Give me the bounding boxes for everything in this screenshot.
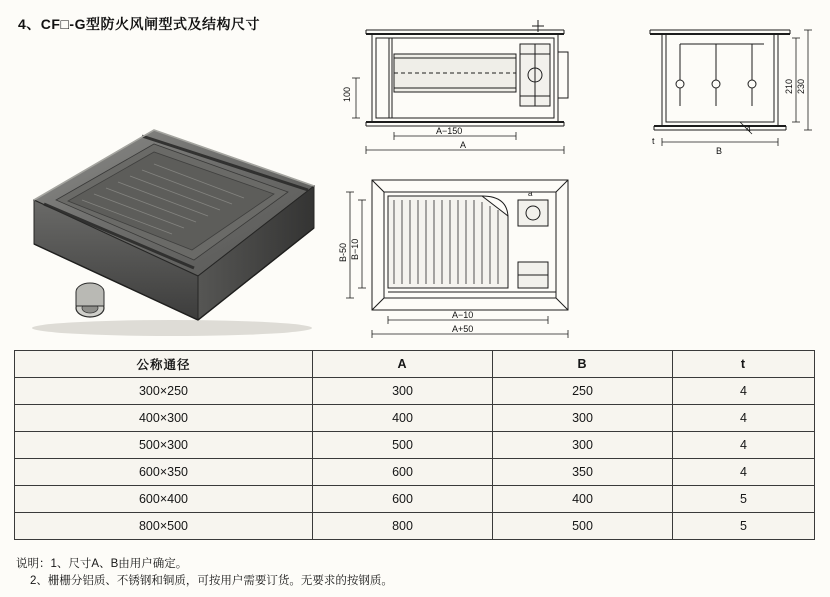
cell-a: 400 xyxy=(313,405,493,432)
table-row xyxy=(15,432,815,459)
dim-b: B xyxy=(716,146,723,156)
cell-a: 600 xyxy=(313,459,493,486)
table-header-row xyxy=(15,351,815,378)
dim-a: A xyxy=(460,140,467,150)
dim-210: 210 xyxy=(784,78,794,94)
notes-block xyxy=(16,556,816,590)
table-header-nominal: 公称通径 xyxy=(15,351,313,378)
note-line-1: 说明：1、尺寸A、B由用户确定。 xyxy=(16,558,188,570)
table-header-t: t xyxy=(673,351,815,378)
cell-b: 350 xyxy=(493,459,673,486)
cell-b: 300 xyxy=(493,405,673,432)
dim-a-plus-50: A+50 xyxy=(452,324,474,334)
spec-table xyxy=(14,350,815,540)
dim-a-small: a xyxy=(528,189,533,198)
dim-a-150: A−150 xyxy=(436,126,463,136)
cell-nominal: 600×350 xyxy=(15,459,313,486)
spec-table-wrapper xyxy=(14,350,814,540)
figure-section xyxy=(640,18,820,158)
cell-nominal: 400×300 xyxy=(15,405,313,432)
dim-b-50: B-50 xyxy=(338,242,348,262)
cell-nominal: 600×400 xyxy=(15,486,313,513)
dim-100: 100 xyxy=(342,86,352,102)
cell-b: 500 xyxy=(493,513,673,540)
table-header-b: B xyxy=(493,351,673,378)
cell-b: 400 xyxy=(493,486,673,513)
page-title: 4、CF□-G型防火风闸型式及结构尺寸 xyxy=(18,16,260,32)
cell-a: 600 xyxy=(313,486,493,513)
cell-a: 300 xyxy=(313,378,493,405)
dim-a-10: A−10 xyxy=(452,310,474,320)
cell-t: 4 xyxy=(673,405,815,432)
product-photo xyxy=(22,108,322,338)
table-row xyxy=(15,405,815,432)
cell-nominal: 800×500 xyxy=(15,513,313,540)
table-header-a: A xyxy=(313,351,493,378)
cell-nominal: 500×300 xyxy=(15,432,313,459)
figure-plan xyxy=(332,170,592,345)
cell-t: 5 xyxy=(673,513,815,540)
cell-t: 5 xyxy=(673,486,815,513)
cell-b: 300 xyxy=(493,432,673,459)
table-row xyxy=(15,486,815,513)
table-row xyxy=(15,459,815,486)
cell-b: 250 xyxy=(493,378,673,405)
dim-b-10: B−10 xyxy=(350,238,360,260)
dim-t: t xyxy=(652,136,655,146)
table-row xyxy=(15,513,815,540)
note-line-2: 2、栅栅分铝质、不锈钢和铜质，可按用户需要订货。无要求的按钢质。 xyxy=(30,575,393,587)
cell-t: 4 xyxy=(673,459,815,486)
figure-elevation xyxy=(332,18,592,158)
cell-a: 800 xyxy=(313,513,493,540)
cell-t: 4 xyxy=(673,432,815,459)
dim-230: 230 xyxy=(796,78,806,94)
table-row xyxy=(15,378,815,405)
cell-a: 500 xyxy=(313,432,493,459)
dim-4: 4 xyxy=(746,124,752,134)
cell-nominal: 300×250 xyxy=(15,378,313,405)
cell-t: 4 xyxy=(673,378,815,405)
